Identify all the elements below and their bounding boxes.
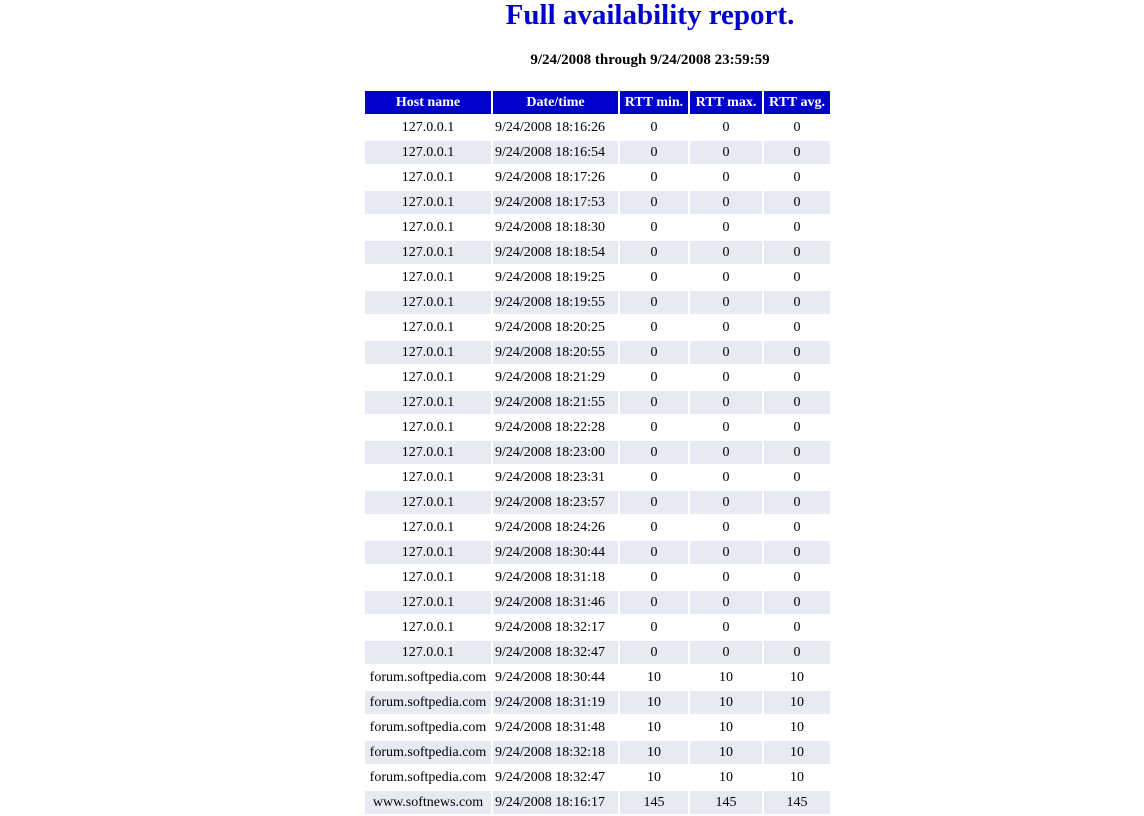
date-time-cell: 9/24/2008 18:31:19 <box>493 691 618 714</box>
table-row <box>365 141 830 164</box>
rtt-max-cell: 0 <box>690 591 762 614</box>
rtt-avg-cell: 10 <box>790 769 804 785</box>
date-time-cell: 9/24/2008 18:21:55 <box>493 391 618 414</box>
date-time-cell: 9/24/2008 18:22:28 <box>495 419 606 435</box>
rtt-avg-cell: 0 <box>793 269 801 285</box>
header-rtt-min: RTT min. <box>620 91 688 114</box>
date-time-cell: 9/24/2008 18:19:55 <box>493 291 618 314</box>
table-row <box>365 216 830 239</box>
table-row <box>365 191 830 214</box>
rtt-avg-cell: 0 <box>764 291 830 314</box>
table-row <box>365 266 830 289</box>
host-name-cell: forum.softpedia.com <box>369 669 487 685</box>
date-time-cell: 9/24/2008 18:16:26 <box>495 119 606 135</box>
host-name-cell: forum.softpedia.com <box>369 769 487 785</box>
availability-table <box>363 89 832 816</box>
rtt-avg-cell: 0 <box>764 341 830 364</box>
rtt-avg-cell: 0 <box>793 319 801 335</box>
host-name-cell: 127.0.0.1 <box>365 241 491 264</box>
rtt-avg-cell: 0 <box>793 519 801 535</box>
rtt-max-cell: 0 <box>690 391 762 414</box>
host-name-cell: 127.0.0.1 <box>401 119 455 135</box>
rtt-avg-cell: 0 <box>793 369 801 385</box>
rtt-min-cell: 0 <box>620 291 688 314</box>
rtt-avg-cell: 0 <box>793 619 801 635</box>
date-time-cell: 9/24/2008 18:30:44 <box>493 541 618 564</box>
date-time-cell: 9/24/2008 18:24:26 <box>495 519 606 535</box>
table-row <box>365 741 830 764</box>
date-time-cell: 9/24/2008 18:20:55 <box>493 341 618 364</box>
rtt-min-cell: 0 <box>650 569 658 585</box>
rtt-min-cell: 0 <box>650 419 658 435</box>
rtt-min-cell: 0 <box>650 319 658 335</box>
header-date-time: Date/time <box>493 91 618 114</box>
date-time-cell: 9/24/2008 18:31:46 <box>493 591 618 614</box>
table-body <box>365 116 830 814</box>
rtt-avg-cell: 0 <box>793 219 801 235</box>
rtt-max-cell: 0 <box>722 219 730 235</box>
table-row <box>365 766 830 789</box>
rtt-max-cell: 0 <box>722 369 730 385</box>
rtt-min-cell: 0 <box>650 369 658 385</box>
table-row <box>365 441 830 464</box>
table-row <box>365 466 830 489</box>
rtt-avg-cell: 0 <box>764 441 830 464</box>
rtt-max-cell: 10 <box>690 691 762 714</box>
rtt-min-cell: 0 <box>620 491 688 514</box>
date-time-cell: 9/24/2008 18:32:47 <box>495 769 606 785</box>
rtt-avg-cell: 0 <box>793 569 801 585</box>
date-time-cell: 9/24/2008 18:17:26 <box>495 169 606 185</box>
date-time-cell: 9/24/2008 18:31:18 <box>495 569 606 585</box>
rtt-max-cell: 0 <box>690 141 762 164</box>
host-name-cell: 127.0.0.1 <box>401 219 455 235</box>
table-row <box>365 391 830 414</box>
date-time-cell: 9/24/2008 18:23:31 <box>495 469 606 485</box>
header-rtt-max: RTT max. <box>690 91 762 114</box>
host-name-cell: forum.softpedia.com <box>365 741 491 764</box>
table-row <box>365 491 830 514</box>
table-row <box>365 541 830 564</box>
rtt-avg-cell: 0 <box>764 591 830 614</box>
host-name-cell: forum.softpedia.com <box>365 691 491 714</box>
host-name-cell: 127.0.0.1 <box>401 269 455 285</box>
host-name-cell: 127.0.0.1 <box>401 569 455 585</box>
date-time-cell: 9/24/2008 18:21:29 <box>495 369 606 385</box>
rtt-avg-cell: 10 <box>790 669 804 685</box>
host-name-cell: 127.0.0.1 <box>401 419 455 435</box>
header-rtt-avg: RTT avg. <box>764 91 830 114</box>
rtt-avg-cell: 10 <box>764 691 830 714</box>
table-row <box>365 366 830 389</box>
rtt-avg-cell: 0 <box>764 541 830 564</box>
table-row <box>365 566 830 589</box>
rtt-max-cell: 0 <box>722 169 730 185</box>
table-row <box>365 516 830 539</box>
rtt-min-cell: 10 <box>647 769 661 785</box>
rtt-min-cell: 0 <box>620 141 688 164</box>
date-time-cell: 9/24/2008 18:16:17 <box>493 791 618 814</box>
rtt-max-cell: 10 <box>719 719 733 735</box>
rtt-min-cell: 0 <box>650 269 658 285</box>
rtt-max-cell: 0 <box>690 541 762 564</box>
host-name-cell: 127.0.0.1 <box>365 641 491 664</box>
rtt-avg-cell: 0 <box>793 469 801 485</box>
host-name-cell: 127.0.0.1 <box>401 519 455 535</box>
table-row <box>365 616 830 639</box>
rtt-min-cell: 10 <box>620 741 688 764</box>
rtt-avg-cell: 10 <box>764 741 830 764</box>
rtt-avg-cell: 0 <box>764 191 830 214</box>
rtt-max-cell: 145 <box>690 791 762 814</box>
rtt-min-cell: 145 <box>620 791 688 814</box>
rtt-min-cell: 10 <box>647 669 661 685</box>
rtt-max-cell: 0 <box>722 569 730 585</box>
rtt-avg-cell: 0 <box>793 169 801 185</box>
rtt-avg-cell: 0 <box>764 641 830 664</box>
rtt-avg-cell: 10 <box>790 719 804 735</box>
table-row <box>365 166 830 189</box>
host-name-cell: 127.0.0.1 <box>365 441 491 464</box>
host-name-cell: 127.0.0.1 <box>401 619 455 635</box>
date-time-cell: 9/24/2008 18:17:53 <box>493 191 618 214</box>
rtt-max-cell: 0 <box>690 291 762 314</box>
table-header-row <box>365 91 830 114</box>
rtt-max-cell: 0 <box>722 419 730 435</box>
rtt-min-cell: 0 <box>620 191 688 214</box>
rtt-avg-cell: 0 <box>764 491 830 514</box>
rtt-min-cell: 0 <box>650 519 658 535</box>
rtt-max-cell: 0 <box>722 619 730 635</box>
table-row <box>365 316 830 339</box>
host-name-cell: 127.0.0.1 <box>365 541 491 564</box>
host-name-cell: www.softnews.com <box>365 791 491 814</box>
date-time-cell: 9/24/2008 18:32:47 <box>493 641 618 664</box>
date-time-cell: 9/24/2008 18:18:54 <box>493 241 618 264</box>
date-time-cell: 9/24/2008 18:16:54 <box>493 141 618 164</box>
table-row <box>365 641 830 664</box>
host-name-cell: 127.0.0.1 <box>365 191 491 214</box>
rtt-min-cell: 0 <box>620 241 688 264</box>
date-time-cell: 9/24/2008 18:32:18 <box>493 741 618 764</box>
rtt-max-cell: 0 <box>690 641 762 664</box>
rtt-avg-cell: 145 <box>764 791 830 814</box>
host-name-cell: 127.0.0.1 <box>365 341 491 364</box>
table-row <box>365 116 830 139</box>
rtt-min-cell: 0 <box>650 219 658 235</box>
table-row <box>365 291 830 314</box>
rtt-min-cell: 0 <box>620 341 688 364</box>
table-row <box>365 791 830 814</box>
report-date-range: 9/24/2008 through 9/24/2008 23:59:59 <box>530 52 770 68</box>
rtt-avg-cell: 0 <box>764 241 830 264</box>
date-time-cell: 9/24/2008 18:18:30 <box>495 219 606 235</box>
rtt-max-cell: 0 <box>690 191 762 214</box>
rtt-max-cell: 0 <box>722 119 730 135</box>
rtt-min-cell: 0 <box>650 619 658 635</box>
table-row <box>365 666 830 689</box>
date-time-cell: 9/24/2008 18:20:25 <box>495 319 606 335</box>
rtt-max-cell: 0 <box>690 241 762 264</box>
rtt-max-cell: 0 <box>722 519 730 535</box>
rtt-min-cell: 0 <box>650 169 658 185</box>
rtt-avg-cell: 0 <box>793 419 801 435</box>
rtt-min-cell: 0 <box>620 641 688 664</box>
host-name-cell: 127.0.0.1 <box>365 491 491 514</box>
rtt-avg-cell: 0 <box>764 141 830 164</box>
rtt-max-cell: 10 <box>690 741 762 764</box>
rtt-max-cell: 0 <box>722 269 730 285</box>
date-time-cell: 9/24/2008 18:32:17 <box>495 619 606 635</box>
rtt-min-cell: 0 <box>620 591 688 614</box>
host-name-cell: 127.0.0.1 <box>365 291 491 314</box>
rtt-max-cell: 0 <box>722 319 730 335</box>
rtt-max-cell: 0 <box>690 341 762 364</box>
rtt-min-cell: 0 <box>620 391 688 414</box>
rtt-max-cell: 10 <box>719 669 733 685</box>
rtt-min-cell: 0 <box>620 441 688 464</box>
rtt-max-cell: 0 <box>722 469 730 485</box>
rtt-max-cell: 0 <box>690 441 762 464</box>
host-name-cell: 127.0.0.1 <box>365 391 491 414</box>
rtt-max-cell: 0 <box>690 491 762 514</box>
host-name-cell: 127.0.0.1 <box>401 169 455 185</box>
rtt-min-cell: 0 <box>620 541 688 564</box>
table-row <box>365 591 830 614</box>
host-name-cell: forum.softpedia.com <box>369 719 487 735</box>
report-title: Full availability report. <box>505 0 795 31</box>
host-name-cell: 127.0.0.1 <box>401 369 455 385</box>
table-row <box>365 716 830 739</box>
date-time-cell: 9/24/2008 18:23:57 <box>493 491 618 514</box>
header-host-name: Host name <box>365 91 491 114</box>
rtt-max-cell: 10 <box>719 769 733 785</box>
host-name-cell: 127.0.0.1 <box>365 591 491 614</box>
rtt-avg-cell: 0 <box>793 119 801 135</box>
table-row <box>365 691 830 714</box>
host-name-cell: 127.0.0.1 <box>365 141 491 164</box>
rtt-min-cell: 10 <box>647 719 661 735</box>
table-row <box>365 341 830 364</box>
date-time-cell: 9/24/2008 18:30:44 <box>495 669 606 685</box>
date-time-cell: 9/24/2008 18:19:25 <box>495 269 606 285</box>
host-name-cell: 127.0.0.1 <box>401 469 455 485</box>
rtt-avg-cell: 0 <box>764 391 830 414</box>
table-row <box>365 416 830 439</box>
table-row <box>365 241 830 264</box>
date-time-cell: 9/24/2008 18:31:48 <box>495 719 606 735</box>
rtt-min-cell: 10 <box>620 691 688 714</box>
rtt-min-cell: 0 <box>650 469 658 485</box>
rtt-min-cell: 0 <box>650 119 658 135</box>
host-name-cell: 127.0.0.1 <box>401 319 455 335</box>
date-time-cell: 9/24/2008 18:23:00 <box>493 441 618 464</box>
